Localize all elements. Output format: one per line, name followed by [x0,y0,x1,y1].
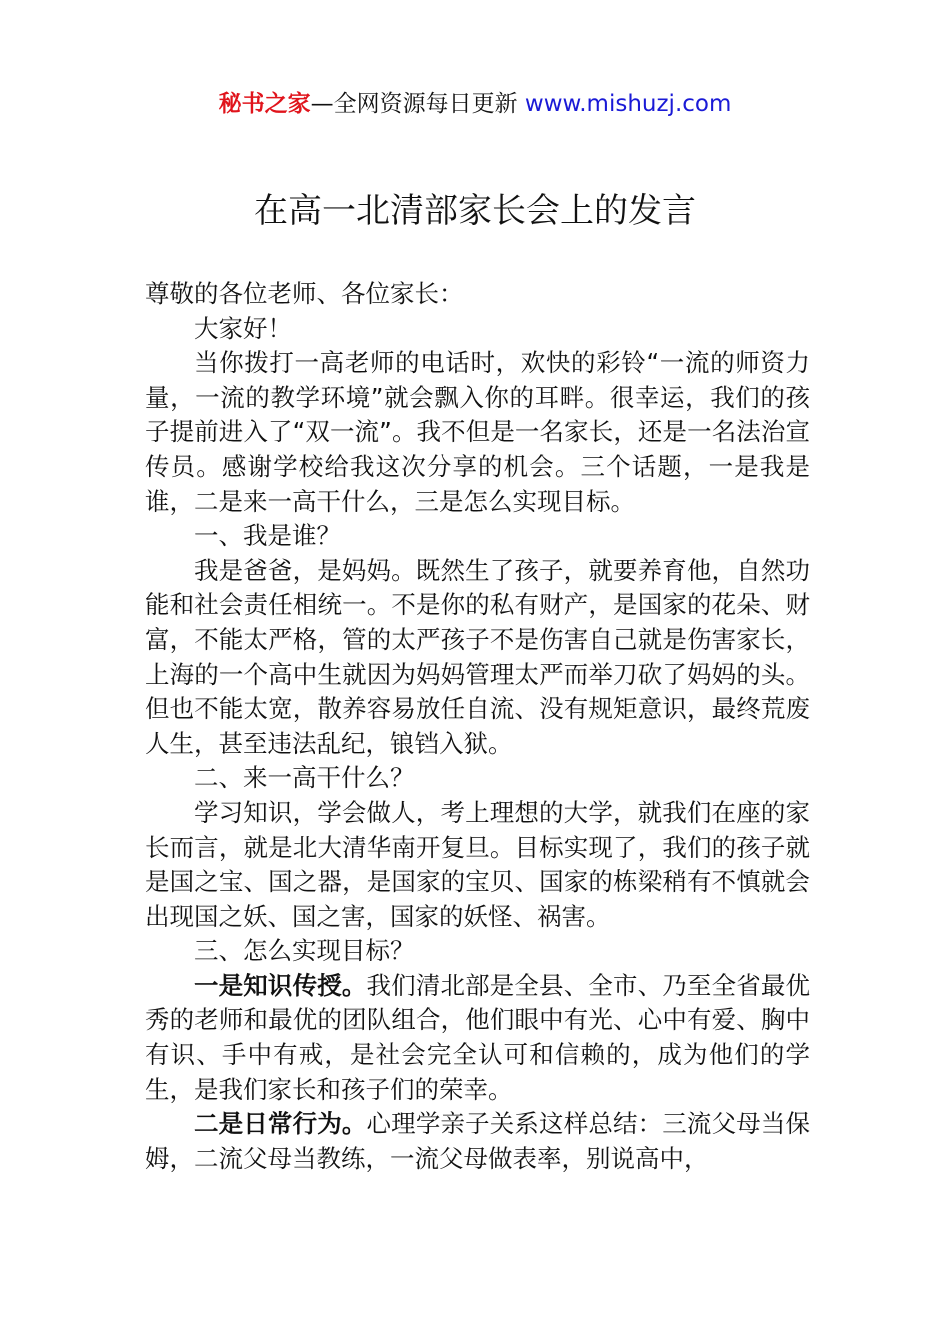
section-2-heading: 二、来一高干什么？ [194,763,415,793]
section-3-paragraph-2-lead: 二是日常行为。 [194,1109,367,1139]
greeting: 大家好！ [194,313,292,343]
section-3-paragraph-1-text: 我们清北部是全县、全市、乃至全省最优秀的老师和最优的团队组合，他们眼中有光、心中有爱、胸中有识、手中有戒，是社会完全认可和信赖的，成为他们的学生，是我们家长和孩子们的荣幸。 [145,970,811,1104]
section-3-paragraph-1-lead: 一是知识传授。 [194,970,367,1000]
document-title: 在高一北清部家长会上的发言 [254,191,696,231]
site-url[interactable]: www.mishuzj.com [524,91,732,117]
document-body [145,277,810,1176]
section-3-heading: 三、怎么实现目标？ [194,936,415,966]
section-2-paragraph: 学习知识，学会做人，考上理想的大学，就我们在座的家长而言，就是北大清华南开复旦。目标实现了，我们的孩子就是国之宝、国之器，是国家的宝贝、国家的栋梁稍有不慎就会出现国之妖、国之害，国家的妖怪、祸害。 [145,797,810,931]
section-3-paragraph-2 [145,1107,810,1176]
section-3-paragraph-2-text: 心理学亲子关系这样总结：三流父母当保姆，二流父母当教练，一流父母做表率，别说高中， [145,1109,811,1173]
salutation: 尊敬的各位老师、各位家长： [145,279,464,308]
intro-paragraph: 当你拨打一高老师的电话时，欢快的彩铃“一流的师资力量，一流的教学环境”就会飘入你的耳畔。很幸运，我们的孩子提前进入了“双一流”。我不但是一名家长，还是一名法治宣传员。感谢学校给我这次分享的机会。三个话题，一是我是谁，二是来一高干什么，三是怎么实现目标。 [145,348,810,516]
section-1-heading: 一、我是谁？ [194,521,341,551]
site-tagline: —全网资源每日更新 [310,91,525,117]
section-3-paragraph-1 [145,969,810,1107]
site-header [0,88,950,120]
section-1-paragraph: 我是爸爸，是妈妈。既然生了孩子，就要养育他，自然功能和社会责任相统一。不是你的私有财产，是国家的花朵、财富，不能太严格，管的太严孩子不是伤害自己就是伤害家长，上海的一个高中生就因为妈妈管理太严而举刀砍了妈妈的头。但也不能太宽，散养容易放任自流、没有规矩意识，最终荒废人生，甚至违法乱纪，锒铛入狱。 [145,555,810,758]
site-brand: 秘书之家 [218,91,311,117]
